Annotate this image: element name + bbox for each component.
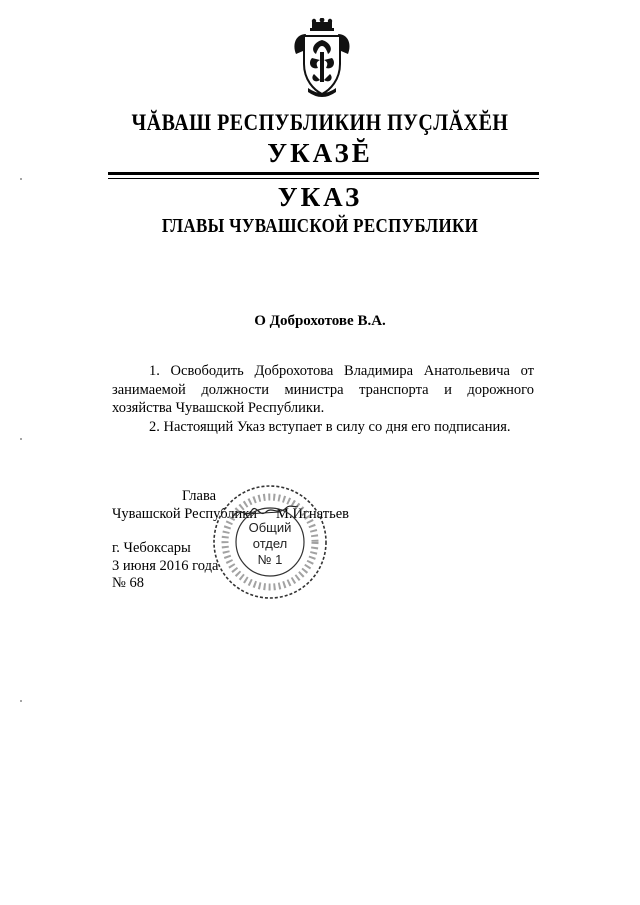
scan-speck (20, 438, 22, 440)
signature-title-line2: Чувашской Республики (112, 506, 258, 522)
header-divider-thin (108, 178, 539, 179)
document-body (112, 362, 534, 436)
signatory-name-text: М.Игнатьев (276, 506, 349, 522)
scan-speck (20, 700, 22, 702)
header-divider-thick (108, 172, 539, 175)
paragraph-2: 2. Настоящий Указ вступает в силу со дня его подписания. (149, 418, 511, 435)
chuvash-header-title: ЧĂВАШ РЕСПУБЛИКИН ПУÇЛĂХĔН (131, 110, 509, 136)
chuvash-decree-word: УКАЗĔ (267, 138, 373, 168)
document-subject: О Доброхотове В.А. (254, 313, 386, 329)
scan-speck (20, 178, 22, 180)
place-date-block (112, 540, 218, 593)
stamp-line2: отдел (252, 536, 288, 551)
decree-date: 3 июня 2016 года (112, 557, 219, 574)
city: г. Чебоксары (112, 540, 191, 556)
stamp-line3: № 1 (257, 552, 283, 567)
stamp-line1: Общий (248, 520, 292, 535)
official-stamp (210, 480, 330, 604)
russian-header-subtitle: ГЛАВЫ ЧУВАШСКОЙ РЕСПУБЛИКИ (161, 214, 479, 237)
decree-number: № 68 (112, 575, 144, 591)
signature-title-line1: Глава (182, 488, 217, 504)
coat-of-arms-emblem (290, 18, 354, 100)
russian-decree-word: УКАЗ (277, 182, 363, 212)
paragraph-1: 1. Освободить Доброхотова Владимира Анатольевича от занимаемой должности министра транспорта и дорожного хозяйства Чувашской Республики. (112, 363, 534, 416)
